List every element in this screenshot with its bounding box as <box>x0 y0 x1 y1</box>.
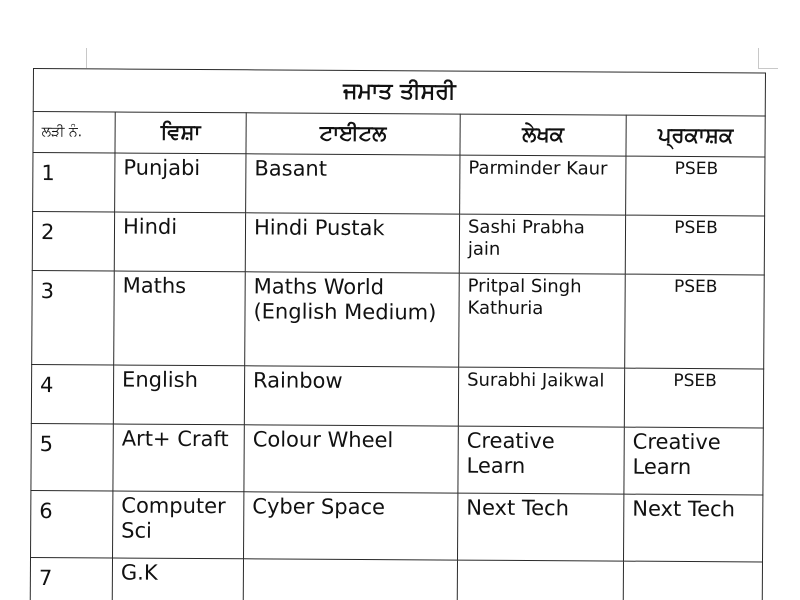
serial-number-cell: 6 <box>31 490 113 557</box>
table-row <box>32 270 765 368</box>
publisher-cell: PSEB <box>625 215 764 275</box>
serial-number-cell: 5 <box>31 423 113 490</box>
subject-cell: Maths <box>114 271 246 366</box>
title-cell: Rainbow <box>244 366 458 426</box>
publisher-cell: Creative Learn <box>624 427 763 495</box>
table-row <box>31 490 763 561</box>
title-cell <box>243 559 457 600</box>
subject-cell: Punjabi <box>115 153 246 213</box>
publisher-cell: PSEB <box>626 156 765 216</box>
serial-number-cell: 3 <box>32 270 115 364</box>
author-cell: Parminder Kaur <box>460 155 626 215</box>
publisher-cell <box>623 561 762 600</box>
table-title-row <box>33 69 765 116</box>
subject-cell: English <box>113 365 244 425</box>
subject-cell: Art+ Craft <box>113 424 244 492</box>
subject-cell: Hindi <box>114 212 245 272</box>
table-row <box>33 153 765 216</box>
author-cell: Creative Learn <box>458 426 624 494</box>
table-header-row <box>33 112 765 157</box>
author-cell <box>457 560 623 600</box>
publisher-cell: PSEB <box>625 274 765 369</box>
page-corner-mark <box>758 48 759 68</box>
title-cell: Colour Wheel <box>244 425 458 493</box>
author-cell: Pritpal Singh Kathuria <box>459 273 626 368</box>
header-author: ਲੇਖਕ <box>460 114 626 156</box>
serial-number-cell: 4 <box>31 364 113 423</box>
table-row <box>32 212 764 275</box>
header-subject: ਵਿਸ਼ਾ <box>115 112 246 154</box>
title-cell: Hindi Pustak <box>245 213 459 273</box>
serial-number-cell: 2 <box>32 212 114 271</box>
header-title: ਟਾਈਟਲ <box>246 113 460 155</box>
table-row <box>31 364 763 427</box>
subject-cell: Computer Sci <box>113 491 244 559</box>
publisher-cell: PSEB <box>624 368 763 428</box>
title-cell: Maths World (English Medium) <box>245 272 460 367</box>
subject-cell: G.K <box>112 558 243 600</box>
publisher-cell: Next Tech <box>623 494 762 562</box>
author-cell: Sashi Prabha jain <box>459 214 625 274</box>
table-row <box>30 557 762 600</box>
title-cell: Cyber Space <box>244 492 458 560</box>
class-title: ਜਮਾਤ ਤੀਸਰੀ <box>33 69 765 116</box>
author-cell: Next Tech <box>458 493 624 561</box>
title-cell: Basant <box>246 154 460 214</box>
book-list-table <box>30 68 766 600</box>
serial-number-cell: 7 <box>30 557 112 600</box>
table-row <box>31 423 763 494</box>
serial-number-cell: 1 <box>33 153 115 212</box>
page-corner-mark <box>758 68 778 69</box>
header-serial-number: ਲੜੀ ਨੰ. <box>33 112 115 154</box>
page-corner-mark <box>86 48 87 68</box>
header-publisher: ਪ੍ਰਕਾਸ਼ਕ <box>626 115 765 157</box>
author-cell: Surabhi Jaikwal <box>458 367 624 427</box>
